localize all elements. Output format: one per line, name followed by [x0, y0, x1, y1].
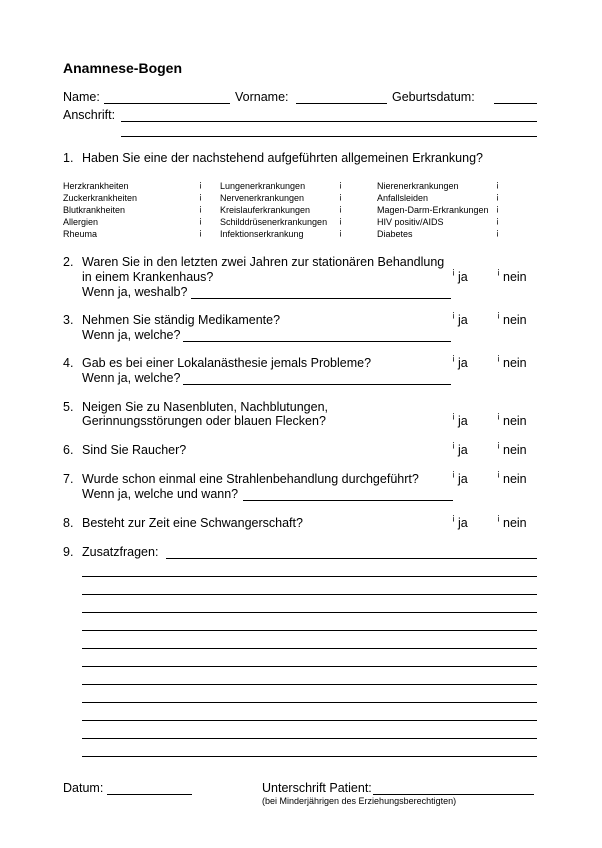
q4-nein-label: nein: [503, 356, 527, 370]
q1-item-allergien: Allergien: [63, 217, 99, 227]
zusatzfragen-line-2[interactable]: [82, 576, 537, 577]
page-title: Anamnese-Bogen: [63, 60, 183, 76]
q5-nein-label: nein: [503, 414, 527, 428]
q6-number: 6.: [63, 443, 74, 457]
q1-item-herzkrankheiten: Herzkrankheiten: [63, 181, 129, 191]
checkbox-kreislauferkrankungen[interactable]: ¡: [339, 203, 342, 213]
q6-nein-radio[interactable]: ¡: [497, 439, 500, 449]
q7-followup-field[interactable]: [243, 500, 453, 501]
q2-text-line-2: in einem Krankenhaus?: [82, 270, 214, 284]
q7-nein-radio[interactable]: ¡: [497, 468, 500, 478]
q1-item-infektionserkrankung: Infektionserkrankung: [220, 229, 304, 239]
q1-item-hiv-aids: HIV positiv/AIDS: [377, 217, 444, 227]
q1-item-anfallsleiden: Anfallsleiden: [377, 193, 429, 203]
q1-number: 1.: [63, 151, 74, 165]
zusatzfragen-line-9[interactable]: [82, 702, 537, 703]
zusatzfragen-line-6[interactable]: [82, 648, 537, 649]
anschrift-field-line-2[interactable]: [121, 136, 537, 137]
q1-item-nierenerkrankungen: Nierenerkrankungen: [377, 181, 459, 191]
q8-nein-radio[interactable]: ¡: [497, 512, 500, 522]
checkbox-rheuma[interactable]: ¡: [199, 227, 202, 237]
q7-followup-label: Wenn ja, welche und wann?: [82, 487, 239, 501]
zusatzfragen-line-5[interactable]: [82, 630, 537, 631]
q5-text-line-1: Neigen Sie zu Nasenbluten, Nachblutungen,: [82, 400, 329, 414]
anschrift-field-line-1[interactable]: [121, 121, 537, 122]
datum-label: Datum:: [63, 781, 104, 795]
q6-ja-radio[interactable]: ¡: [452, 439, 455, 449]
q5-ja-radio[interactable]: ¡: [452, 410, 455, 420]
checkbox-lungenerkrankungen[interactable]: ¡: [339, 179, 342, 189]
vorname-field[interactable]: [296, 103, 387, 104]
q3-followup-field[interactable]: [183, 341, 451, 342]
q3-nein-radio[interactable]: ¡: [497, 309, 500, 319]
q1-item-blutkrankheiten: Blutkrankheiten: [63, 205, 126, 215]
zusatzfragen-line-3[interactable]: [82, 594, 537, 595]
zusatzfragen-line-10[interactable]: [82, 720, 537, 721]
anschrift-label: Anschrift:: [63, 108, 116, 122]
q5-number: 5.: [63, 400, 74, 414]
q7-number: 7.: [63, 472, 74, 486]
checkbox-anfallsleiden[interactable]: ¡: [496, 191, 499, 201]
q1-item-magen-darm-erkrankungen: Magen-Darm-Erkrankungen: [377, 205, 489, 215]
q6-ja-label: ja: [458, 443, 468, 457]
q4-followup-label: Wenn ja, welche?: [82, 371, 181, 385]
q2-followup-label: Wenn ja, weshalb?: [82, 285, 188, 299]
q1-item-nervenerkrankungen: Nervenerkrankungen: [220, 193, 305, 203]
q3-ja-label: ja: [458, 313, 468, 327]
geburtsdatum-field[interactable]: [494, 103, 537, 104]
q3-followup-label: Wenn ja, welche?: [82, 328, 181, 342]
checkbox-blutkrankheiten[interactable]: ¡: [199, 203, 202, 213]
q4-number: 4.: [63, 356, 74, 370]
checkbox-magen-darm-erkrankungen[interactable]: ¡: [496, 203, 499, 213]
checkbox-zuckerkrankheiten[interactable]: ¡: [199, 191, 202, 201]
q1-item-schilddruesenerkrankungen: Schilddrüsenerkrankungen: [220, 217, 328, 227]
q4-text: Gab es bei einer Lokalanästhesie jemals Probleme?: [82, 356, 372, 370]
q1-item-diabetes: Diabetes: [377, 229, 413, 239]
q4-followup-field[interactable]: [183, 384, 451, 385]
q5-ja-label: ja: [458, 414, 468, 428]
q1-item-lungenerkrankungen: Lungenerkrankungen: [220, 181, 306, 191]
q7-text: Wurde schon einmal eine Strahlenbehandlung durchgeführt?: [82, 472, 419, 486]
name-field[interactable]: [104, 103, 230, 104]
q7-nein-label: nein: [503, 472, 527, 486]
q1-item-rheuma: Rheuma: [63, 229, 98, 239]
q4-ja-label: ja: [458, 356, 468, 370]
zusatzfragen-line-7[interactable]: [82, 666, 537, 667]
q6-nein-label: nein: [503, 443, 527, 457]
q9-label: Zusatzfragen:: [82, 545, 159, 559]
q2-text-line-1: Waren Sie in den letzten zwei Jahren zur stationären Behandlung: [82, 255, 445, 269]
q9-number: 9.: [63, 545, 74, 559]
vorname-label: Vorname:: [235, 90, 289, 104]
q5-nein-radio[interactable]: ¡: [497, 410, 500, 420]
q8-nein-label: nein: [503, 516, 527, 530]
q2-ja-radio[interactable]: ¡: [452, 266, 455, 276]
datum-field[interactable]: [107, 794, 192, 795]
q1-item-kreislauferkrankungen: Kreislauferkrankungen: [220, 205, 311, 215]
checkbox-schilddruesenerkrankungen[interactable]: ¡: [339, 215, 342, 225]
q6-text: Sind Sie Raucher?: [82, 443, 187, 457]
name-label: Name:: [63, 90, 100, 104]
q2-ja-label: ja: [458, 270, 468, 284]
checkbox-infektionserkrankung[interactable]: ¡: [339, 227, 342, 237]
q2-nein-label: nein: [503, 270, 527, 284]
q5-text-line-2: Gerinnungsstörungen oder blauen Flecken?: [82, 414, 326, 428]
zusatzfragen-line-11[interactable]: [82, 738, 537, 739]
signature-note: (bei Minderjährigen des Erziehungsberechtigten): [262, 796, 457, 806]
q1-item-zuckerkrankheiten: Zuckerkrankheiten: [63, 193, 138, 203]
checkbox-diabetes[interactable]: ¡: [496, 227, 499, 237]
geburtsdatum-label: Geburtsdatum:: [392, 90, 475, 104]
checkbox-nierenerkrankungen[interactable]: ¡: [496, 179, 499, 189]
checkbox-herzkrankheiten[interactable]: ¡: [199, 179, 202, 189]
q3-ja-radio[interactable]: ¡: [452, 309, 455, 319]
q4-nein-radio[interactable]: ¡: [497, 352, 500, 362]
zusatzfragen-line-1[interactable]: [166, 558, 537, 559]
checkbox-allergien[interactable]: ¡: [199, 215, 202, 225]
zusatzfragen-line-4[interactable]: [82, 612, 537, 613]
q2-followup-field[interactable]: [191, 298, 451, 299]
zusatzfragen-line-12[interactable]: [82, 756, 537, 757]
checkbox-nervenerkrankungen[interactable]: ¡: [339, 191, 342, 201]
q8-ja-label: ja: [458, 516, 468, 530]
q8-number: 8.: [63, 516, 74, 530]
q2-number: 2.: [63, 255, 74, 269]
q7-ja-label: ja: [458, 472, 468, 486]
signature-label: Unterschrift Patient:: [262, 781, 372, 795]
q1-text: Haben Sie eine der nachstehend aufgeführten allgemeinen Erkrankung?: [82, 151, 483, 165]
q3-nein-label: nein: [503, 313, 527, 327]
q7-ja-radio[interactable]: ¡: [452, 468, 455, 478]
q3-number: 3.: [63, 313, 74, 327]
q8-text: Besteht zur Zeit eine Schwangerschaft?: [82, 516, 303, 530]
q3-text: Nehmen Sie ständig Medikamente?: [82, 313, 281, 327]
q2-nein-radio[interactable]: ¡: [497, 266, 500, 276]
zusatzfragen-line-8[interactable]: [82, 684, 537, 685]
checkbox-hiv-aids[interactable]: ¡: [496, 215, 499, 225]
signature-field[interactable]: [373, 794, 534, 795]
q8-ja-radio[interactable]: ¡: [452, 512, 455, 522]
q4-ja-radio[interactable]: ¡: [452, 352, 455, 362]
